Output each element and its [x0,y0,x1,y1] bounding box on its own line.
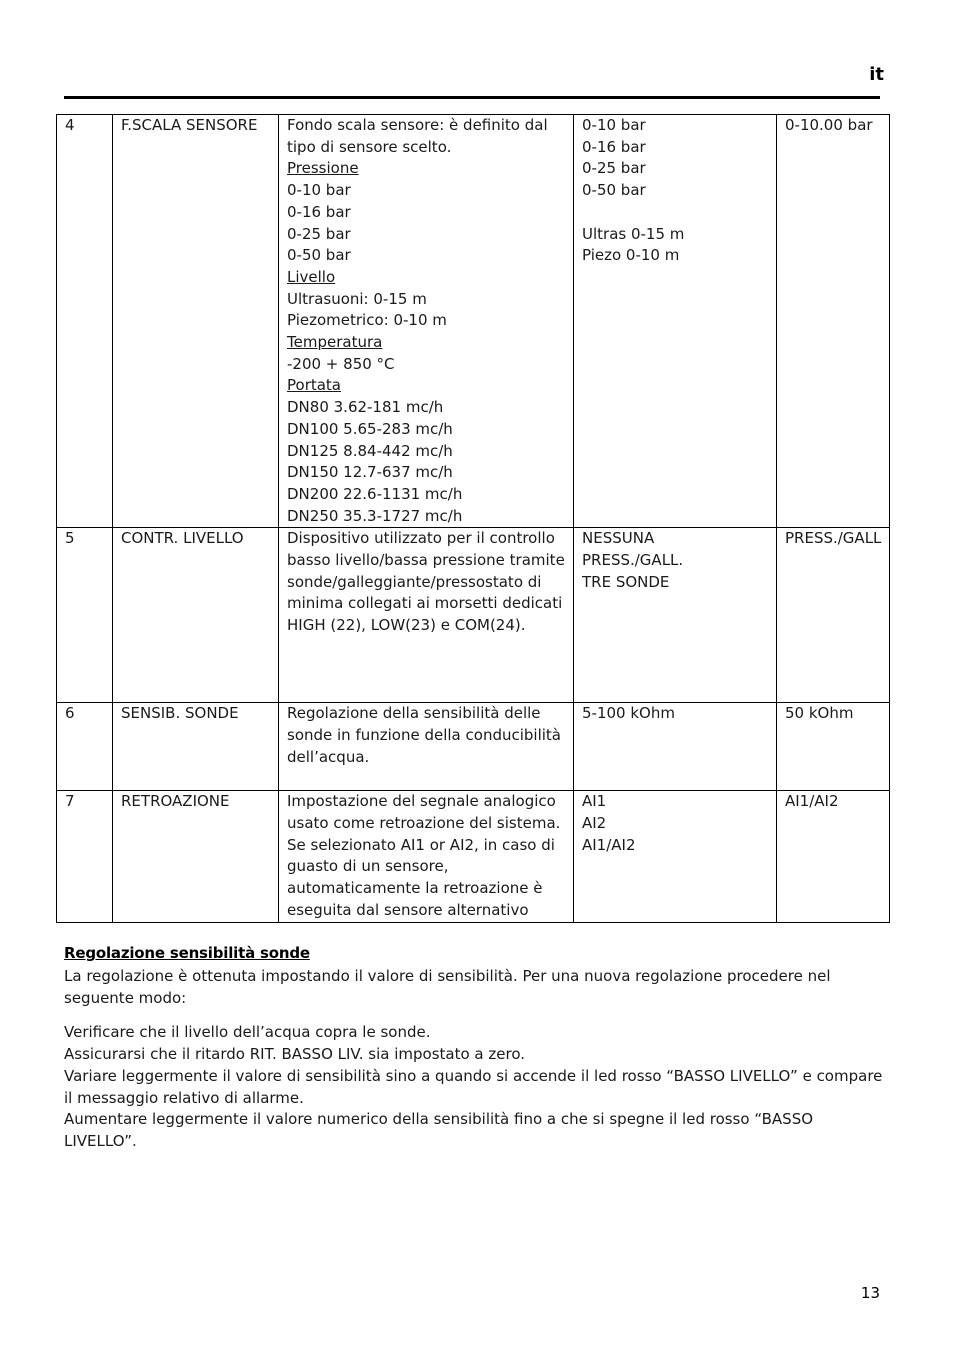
param-default-cell: 0-10.00 bar [777,115,890,528]
step-1: Verificare che il livello dell’acqua copra le sonde. [64,1023,431,1041]
header-rule [64,96,880,99]
table-row [57,115,890,528]
description-line: 0-50 bar [287,246,351,265]
step-3: Variare leggermente il valore di sensibilità sino a quando si accende il led rosso “BASSO LIVELLO” e compare il messaggio relativo di allarme. [64,1067,883,1107]
param-options-cell: NESSUNA PRESS./GALL. TRE SONDE [574,528,777,703]
param-description-cell [279,115,574,528]
description-line: Ultrasuoni: 0-15 m [287,289,427,308]
category-heading: Livello [287,267,336,286]
table-row [57,791,890,923]
param-default-cell: 50 kOhm [777,703,890,791]
description-line: DN125 8.84-442 mc/h [287,441,453,460]
description-line: DN150 12.7-637 mc/h [287,463,453,482]
section-title: Regolazione sensibilità sonde [64,944,310,962]
language-tag: it [869,64,884,85]
category-heading: Pressione [287,159,359,178]
param-name-cell: SENSIB. SONDE [113,703,279,791]
description-line: DN100 5.65-283 mc/h [287,419,453,438]
page-number: 13 [860,1284,880,1302]
param-name-cell: RETROAZIONE [113,791,279,923]
param-options-cell: 5-100 kOhm [574,703,777,791]
param-description-cell: Impostazione del segnale analogico usato come retroazione del sistema. Se selezionato AI1 or AI2, in caso di guasto di un sensore, automaticamente la retroazione è eseguita dal sensore alternativo [279,791,574,923]
step-4: Aumentare leggermente il valore numerico della sensibilità fino a che si spegne il led rosso “BASSO LIVELLO”. [64,1110,814,1150]
param-default-cell: PRESS./GALL [777,528,890,703]
description-line: DN250 35.3-1727 mc/h [287,506,463,525]
param-default-cell: AI1/AI2 [777,791,890,923]
parameters-table [56,114,890,923]
description-line: Piezometrico: 0-10 m [287,311,447,330]
step-2: Assicurarsi che il ritardo RIT. BASSO LIV. sia impostato a zero. [64,1045,526,1063]
param-name-cell: F.SCALA SENSORE [113,115,279,528]
param-number-cell: 5 [57,528,113,703]
param-number-cell: 6 [57,703,113,791]
section-intro: La regolazione è ottenuta impostando il valore di sensibilità. Per una nuova regolazione procedere nel seguente modo: [64,967,831,1007]
param-number-cell: 7 [57,791,113,923]
param-options-cell: AI1 AI2 AI1/AI2 [574,791,777,923]
param-description-cell: Dispositivo utilizzato per il controllo basso livello/bassa pressione tramite sonde/galleggiante/pressostato di minima collegati ai morsetti dedicati HIGH (22), LOW(23) e COM(24). [279,528,574,703]
param-name-cell: CONTR. LIVELLO [113,528,279,703]
description-line: 0-16 bar [287,202,351,221]
description-line: 0-10 bar [287,181,351,200]
category-heading: Temperatura [287,333,383,352]
table-row [57,528,890,703]
param-options-cell: 0-10 bar 0-16 bar 0-25 bar 0-50 bar Ultras 0-15 m Piezo 0-10 m [574,115,777,528]
description-line: DN200 22.6-1131 mc/h [287,484,463,503]
param-description-cell: Regolazione della sensibilità delle sonde in funzione della conducibilità dell’acqua. [279,703,574,791]
description-line: 0-25 bar [287,224,351,243]
category-heading: Portata [287,376,342,395]
description-line: Fondo scala sensore: è definito dal tipo di sensore scelto. [287,116,548,156]
param-description-lines [287,115,573,527]
param-number-cell: 4 [57,115,113,528]
description-line: -200 + 850 °C [287,354,395,373]
table-row [57,703,890,791]
description-line: DN80 3.62-181 mc/h [287,398,444,417]
